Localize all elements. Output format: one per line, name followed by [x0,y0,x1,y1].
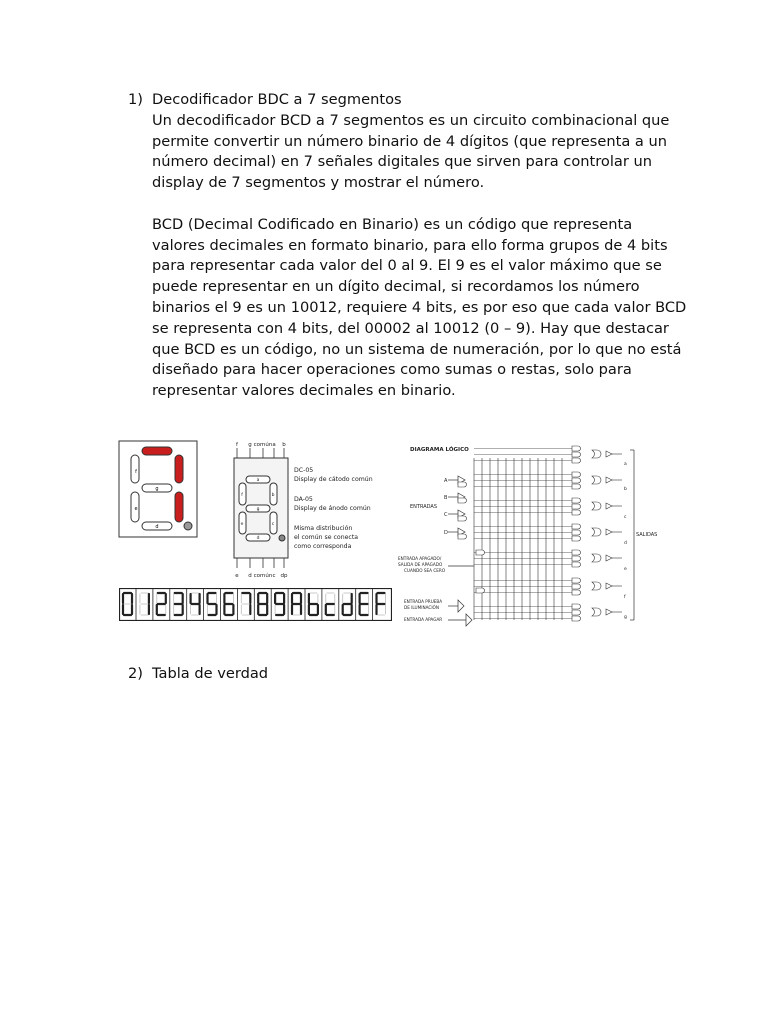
pinout-seg-f: f [241,493,243,498]
segment-c [175,492,183,522]
section-content [152,90,688,402]
pin-bottom-c: c [272,573,276,579]
pin-bottom-e: e [235,573,239,579]
logic-inputs-label: ENTRADAS [410,504,438,510]
note-dc-text: Display de cátodo común [294,476,373,483]
logic-title: DIAGRAMA LÓGICO [410,447,469,453]
section-number: 2) [128,665,143,682]
pinout-seg-e: e [240,522,244,527]
segment-label-f: f [135,469,137,475]
note-da-text: Display de ánodo común [294,505,371,512]
pin-top-b: b [282,442,286,448]
pinout-seg-a: a [256,478,260,483]
off-label: ENTRADA APAGAR [404,617,443,622]
pin-bottom-dp: dp [280,573,288,579]
output-f: f [624,595,626,600]
logic-outputs-label: SALIDAS [636,532,658,538]
section-1 [128,90,688,402]
segment-b [175,455,183,483]
note-dist-3: como corresponda [294,543,352,550]
output-g: g [624,615,627,620]
paragraph: Un decodificador BCD a 7 segmentos es un circuito combinacional que permite convertir un número binario de 4 dígitos (que representa a un número decimal) en 7 señales digitales que sirven para controlar un display de 7 segmentos y mostrar el número. [152,111,670,192]
output-e: e [624,567,627,572]
note-dist-1: Misma distribución [294,525,353,532]
input-d: D [444,530,448,536]
segment-label-d: d [155,524,159,530]
pinout-seg-b: b [271,493,275,498]
blank-label-1: ENTRADA APAGADO/ [398,556,442,561]
note-dc-code: DC-05 [294,467,314,474]
segment-a [142,447,172,455]
section-title: Tabla de verdad [152,665,269,682]
output-d: d [624,541,627,546]
input-a: A [444,478,448,484]
paragraph: BCD (Decimal Codificado en Binario) es un código que representa valores decimales en formato binario, para ello forma grupos de 4 bits para representar cada valor del 0 al 9. El 9 es el valor máximo que se puede representar en un dígito decimal, si recordamos los número binarios el 9 es un 10012, requiere 4 bits, es por eso que cada valor BCD se representa con 4 bits, del 00002 al 10012 (0 – 9). Hay que destacar que BCD es un código, no un sistema de numeración, por lo que no está diseñado para hacer operaciones como sumas o restas, solo para representar valores decimales en binario. [152,215,687,400]
pin-top-f: f [236,442,238,448]
input-c: C [444,512,448,518]
output-c: c [624,515,627,520]
pin-top-g: g [248,442,252,448]
logic-diagram-figure [396,438,666,628]
blank-label-2: SALIDA DE APAGADO [398,562,443,567]
note-da-code: DA-05 [294,496,313,503]
section-2 [128,664,688,685]
pinout-figure [226,438,396,582]
output-a: a [624,462,627,467]
pinout-seg-d: d [256,536,260,541]
lamp-label-2: DE ILUMINACIÓN [404,605,439,610]
note-dist-2: el común se conecta [294,534,359,541]
output-b: b [624,487,627,492]
segment-label-e: e [134,506,138,512]
pin-bottom-comun: común [253,573,273,579]
blank-label-3: CUANDO SEA CERO [404,568,446,573]
seven-segment-digit-figure [118,440,198,538]
input-b: B [444,495,448,501]
segment-label-g: g [155,486,159,492]
section-number: 1) [128,91,143,108]
pin-top-comun: común [253,442,273,448]
pin-top-a: a [272,442,276,448]
lamp-label-1: ENTRADA PRUEBA [404,599,443,604]
digit-strip-figure [119,588,392,621]
pinout-seg-c: c [271,522,275,527]
section-title: Decodificador BDC a 7 segmentos [152,91,402,108]
pin-bottom-d: d [248,573,252,579]
pinout-seg-g: g [256,507,260,512]
